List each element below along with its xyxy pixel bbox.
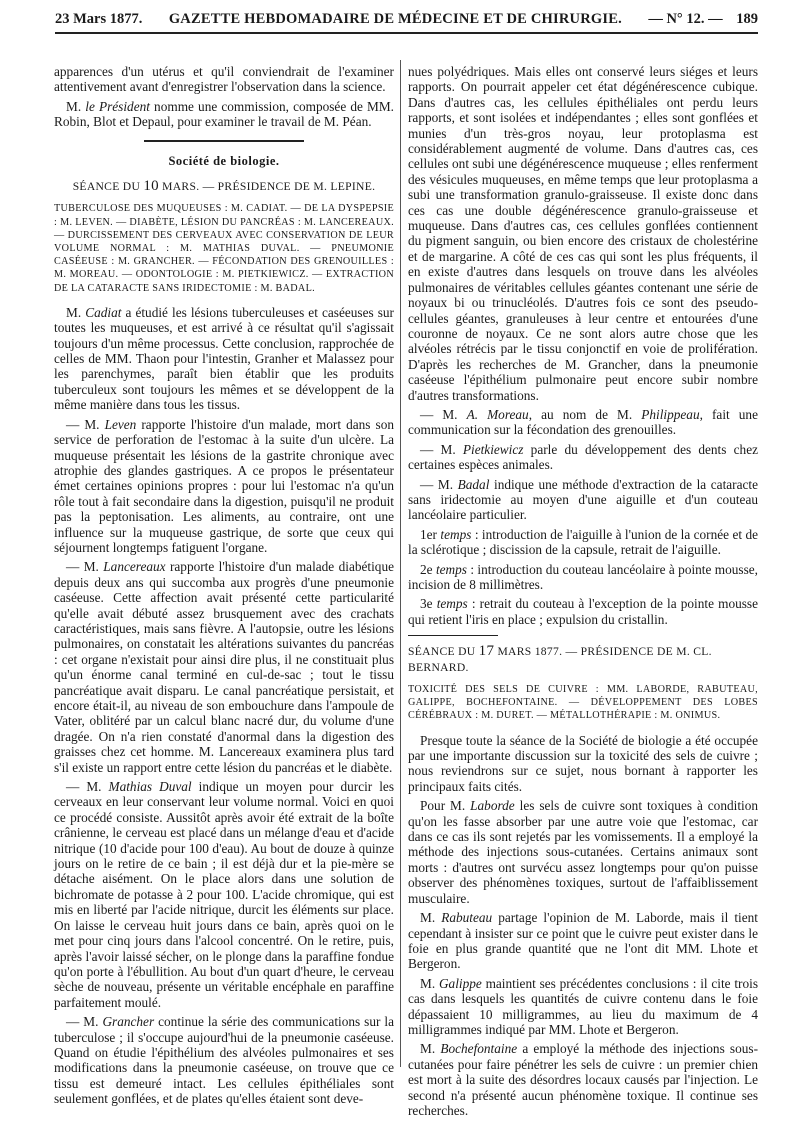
section-separator	[144, 140, 304, 142]
paragraph-continued: apparences d'un utérus et qu'il conviendrait de l'examiner attentivement avant d'enregistrer l'observation dans la science.	[54, 64, 394, 95]
section-separator	[408, 635, 498, 636]
paragraph-badal: — M. Badal indique une méthode d'extraction de la cataracte sans iridectomie au moyen d'une aiguille et d'un couteau lancéolaire particulier.	[408, 476, 759, 523]
column-divider	[400, 60, 401, 1067]
header-issue: — N° 12. —	[648, 10, 723, 27]
header-page-info	[648, 11, 758, 28]
paragraph-moreau: — M. A. Moreau, au nom de M. Philippeau, fait une communication sur la fécondation des grenouilles.	[408, 406, 758, 438]
session-summary: TUBERCULOSE DES MUQUEUSES : M. CADIAT. — DE LA DYSPEPSIE : M. LEVEN. — DIABÈTE, LÉSION DU PANCRÉAS : M. LANCEREAUX. — DURCISSEMENT DES CERVEAUX AVEC CONSERVATION DE LEUR VOLUME NORMAL : M. MATHIAS DUVAL. — PNEUMONIE CASÉEUSE : M. GRANCHER. — FÉCONDATION DES GRENOUILLES : M. MOREAU. — ODONTOLOGIE : M. PIETKIEWICZ. — EXTRACTION DE LA CATARACTE SANS IRIDECTOMIE : M. BADAL.	[54, 203, 394, 294]
paragraph-temps-2: 2e temps : introduction du couteau lancéolaire à pointe mousse, incision de 8 millimètres.	[408, 561, 758, 592]
header-journal-title: GAZETTE HEBDOMADAIRE DE MÉDECINE ET DE CHIRURGIE.	[168, 10, 622, 27]
paragraph-pietkiewicz: — M. Pietkiewicz parle du développement des dents chez certaines espèces animales.	[408, 441, 759, 473]
section-title: Société de biologie.	[168, 153, 280, 168]
running-header	[55, 6, 758, 34]
paragraph-president: M. le Président nomme une commission, composée de MM. Robin, Blot et Depaul, pour examiner le travail de M. Péan.	[54, 98, 394, 130]
paragraph-temps-1: 1er temps : introduction de l'aiguille à l'union de la cornée et de la sclérotique ; discission de la capsule, retrait de l'aiguille.	[408, 526, 759, 558]
paragraph-cadiat: M. Cadiat a étudié les lésions tuberculeuses et caséeuses sur toutes les muqueuses, et est arrivé à ce résultat qu'il s'agissait toujours d'un même processus. Cette conclusion, rapprochée de celles de MM. Thaon pour l'intestin, Granher et Malassez pour les parenchymes, paraît bien établir que les produits tuberculeux sont toujours les mêmes et se développent de la même manière dans tous les tissus.	[54, 304, 394, 413]
paragraph-lancereaux: — M. Lancereaux rapporte l'histoire d'un malade diabétique depuis deux ans qui succomba aux progrès d'une pneumonie caséeuse. Cette affection avait présenté cette particularité qu'elle avait débuté assez brusquement avec des crachats caractéristiques, mais sans fièvre. A l'autopsie, outre les lésions pulmonaires, on constatait les altérations suivantes du pancréas : cet organe n'existait pour ainsi dire plus, il ne constituait plus qu'un énorme canal terminé en cul-de-sac ; tout le tissu pancréatique avait disparu. Le canal pancréatique persistait, et encore était-il, au niveau de son embouchure dans l'ampoule de Vater, oblitéré par un calcul blanc nacré dur, du volume d'une dragée. On n'a rien constaté d'anormal dans la digestion des graisses chez cet homme. M. Lancereaux examinera plus tard s'il existe un rapport entre cette lésion du pancréas et le diabète.	[54, 559, 395, 775]
right-column	[408, 64, 758, 1122]
session-heading: SÉANCE DU 17 MARS 1877. — PRÉSIDENCE DE M. CL. BERNARD.	[408, 643, 712, 674]
paragraph-leven: — M. Leven rapporte l'histoire d'un malade, mort dans son service de perforation de l'estomac à la suite d'un ulcère. La muqueuse présentait les lésions de la gastrite chronique avec atrophie des glandes gastriques. A ce propos le présentateur émet certaines opinions propres : pour lui l'estomac n'a qu'un rôle tout à fait secondaire dans la digestion, puisqu'il ne produit pas la peptonisation. Les aliments, au contraire, ont une influence sur la muqueuse gastrique, de sorte que ceux qui séjournent longtemps fatiguent l'organe.	[54, 416, 394, 555]
paragraph-duval: — M. Mathias Duval indique un moyen pour durcir les cerveaux en leur conservant leur volume normal. Voici en quoi ce procédé consiste. Aussitôt après avoir été extrait de la boîte crânienne, le cerveau est placé dans un mélange d'eau et d'acide nitrique (10 d'acide pour 100 d'eau). Au bout de douze à quinze jours on le retire de ce bain ; il est déjà dur et la pie-mère se détache aisément. On le place alors dans une solution de bichromate de potasse à 2 pour 100. L'acide chromique, qui est mis en liberté par l'acide nitrique, durcit les éléments sur place. On laisse le cerveau huit jours dans ce bain, après quoi on le met pour cinq jours dans l'alcool concentré. On le retire, puis, après l'avoir laissé sécher, on le plonge dans la paraffine fondue qu'on porte à l'ébullition. Au bout d'un quart d'heure, le cerveau sèche de nouveau, présente un véritable encéphale en paraffine parfaitement moulé.	[54, 779, 395, 1010]
left-column	[54, 64, 394, 1111]
session-heading: SÉANCE DU 10 MARS. — PRÉSIDENCE DE M. LEPINE.	[72, 178, 376, 195]
header-page-number: 189	[736, 10, 758, 27]
header-date: 23 Mars 1877.	[55, 10, 143, 27]
paragraph-galippe: M. Galippe maintient ses précédentes conclusions : il cite trois cas dans lesquels les quantités de cuivre contenu dans le foie dépassaient 10 milligrammes, au lieu du maximum de 4 milligrammes indiqué par MM. Lhote et Bergeron.	[408, 975, 758, 1037]
paragraph-temps-3: 3e temps : retrait du couteau à l'exception de la pointe mousse qui retient l'iris en place ; expulsion du cristallin.	[408, 596, 759, 627]
paragraph-laborde: Pour M. Laborde les sels de cuivre sont toxiques à condition qu'on les fasse absorber par une autre voie que l'estomac, car dans ce cas ils sont rejetés par les vomissements. Il a employé la méthode des injections sous-cutanées. Certains animaux sont morts : d'autres ont survécu assez longtemps pour qu'on puisse observer des phénomènes toxiques, surtout de l'affaiblissement musculaire.	[408, 798, 759, 906]
paragraph-grancher: — M. Grancher continue la série des communications sur la tuberculose ; il s'occupe aujourd'hui de la pneumonie caséeuse. Quand on étudie l'épithélium des alvéoles pulmonaires et ses modifications dans la pneumonie caséeuse, on trouve que ce tissu est demeuré intact. Les cellules épithéliales sont seulement gonflées, et de plates qu'elles étaient sont deve-	[54, 1014, 395, 1107]
paragraph-grancher-continued: nues polyédriques. Mais elles ont conservé leurs siéges et leurs rapports. On pourrait appeler cet état dégénérescence cubique. Dans d'autres cas, les cellules épithéliales ont perdu leurs rapports, et sont isolées et indépendantes ; elles sont gonflées et munies d'un très-gros noyau, leur protoplasma est considérablement augmenté de volume. Dans d'autres cas, ces cellules ont subi une dégénérescence muqueuse ; elles renferment des vésicules muqueuses, en même temps que leur protoplasma a subi une transformation granulo-graisseuse. Il existe donc dans ces cas une double dégénérescence granulo-graisseuse et muqueuse. Dans d'autres cas, ces cellules gonflées contiennent du pigment sanguin, ou bien encore des cristaux de cholestérine et de margarine. A côté de ces cas qui sont les plus fréquents, il en existe d'autres dans lesquels on trouve dans les alvéoles pulmonaires de véritables cellules géantes contenant une série de noyaux bi ou trinucléolés. D'autres fois ce sont des pseudo-cellules géantes, granuleuses à leur centre et entourées d'une couronne de noyaux. Ce ne sont alors autre chose que les alvéoles rétrécis par le tissu conjonctif en voie de prolifération. D'après les recherches de M. Grancher, dans la pneumonie caséeuse l'épithélium pulmonaire peut encore subir nombre d'autres transformations.	[408, 64, 758, 403]
session-summary: TOXICITÉ DES SELS DE CUIVRE : MM. LABORDE, RABUTEAU, GALIPPE, BOCHEFONTAINE. — DÉVELOPPEMENT DES LOBES CÉRÉBRAUX : M. DURET. — MÉTALLOTHÉRAPIE : M. ONIMUS.	[408, 684, 758, 722]
paragraph-presque: Presque toute la séance de la Société de biologie a été occupée par une importante discussion sur la toxicité des sels de cuivre ; nous reviendrons sur ce sujet, nous bornant à rapporter les principaux faits cités.	[408, 732, 758, 794]
paragraph-bochefontaine: M. Bochefontaine a employé la méthode des injections sous-cutanées pour faire pénétrer les sels de cuivre : un premier chien est mort à la suite des désordres locaux causés par l'injection. Le second n'a présenté aucun phénomène toxique. Il continue ses recherches.	[408, 1041, 758, 1118]
paragraph-rabuteau: M. Rabuteau partage l'opinion de M. Laborde, mais il tient cependant à insister sur ce point que le cuivre peut exister dans le foie en plus grande quantité que ne l'ont dit MM. Lhote et Bergeron.	[408, 910, 758, 972]
